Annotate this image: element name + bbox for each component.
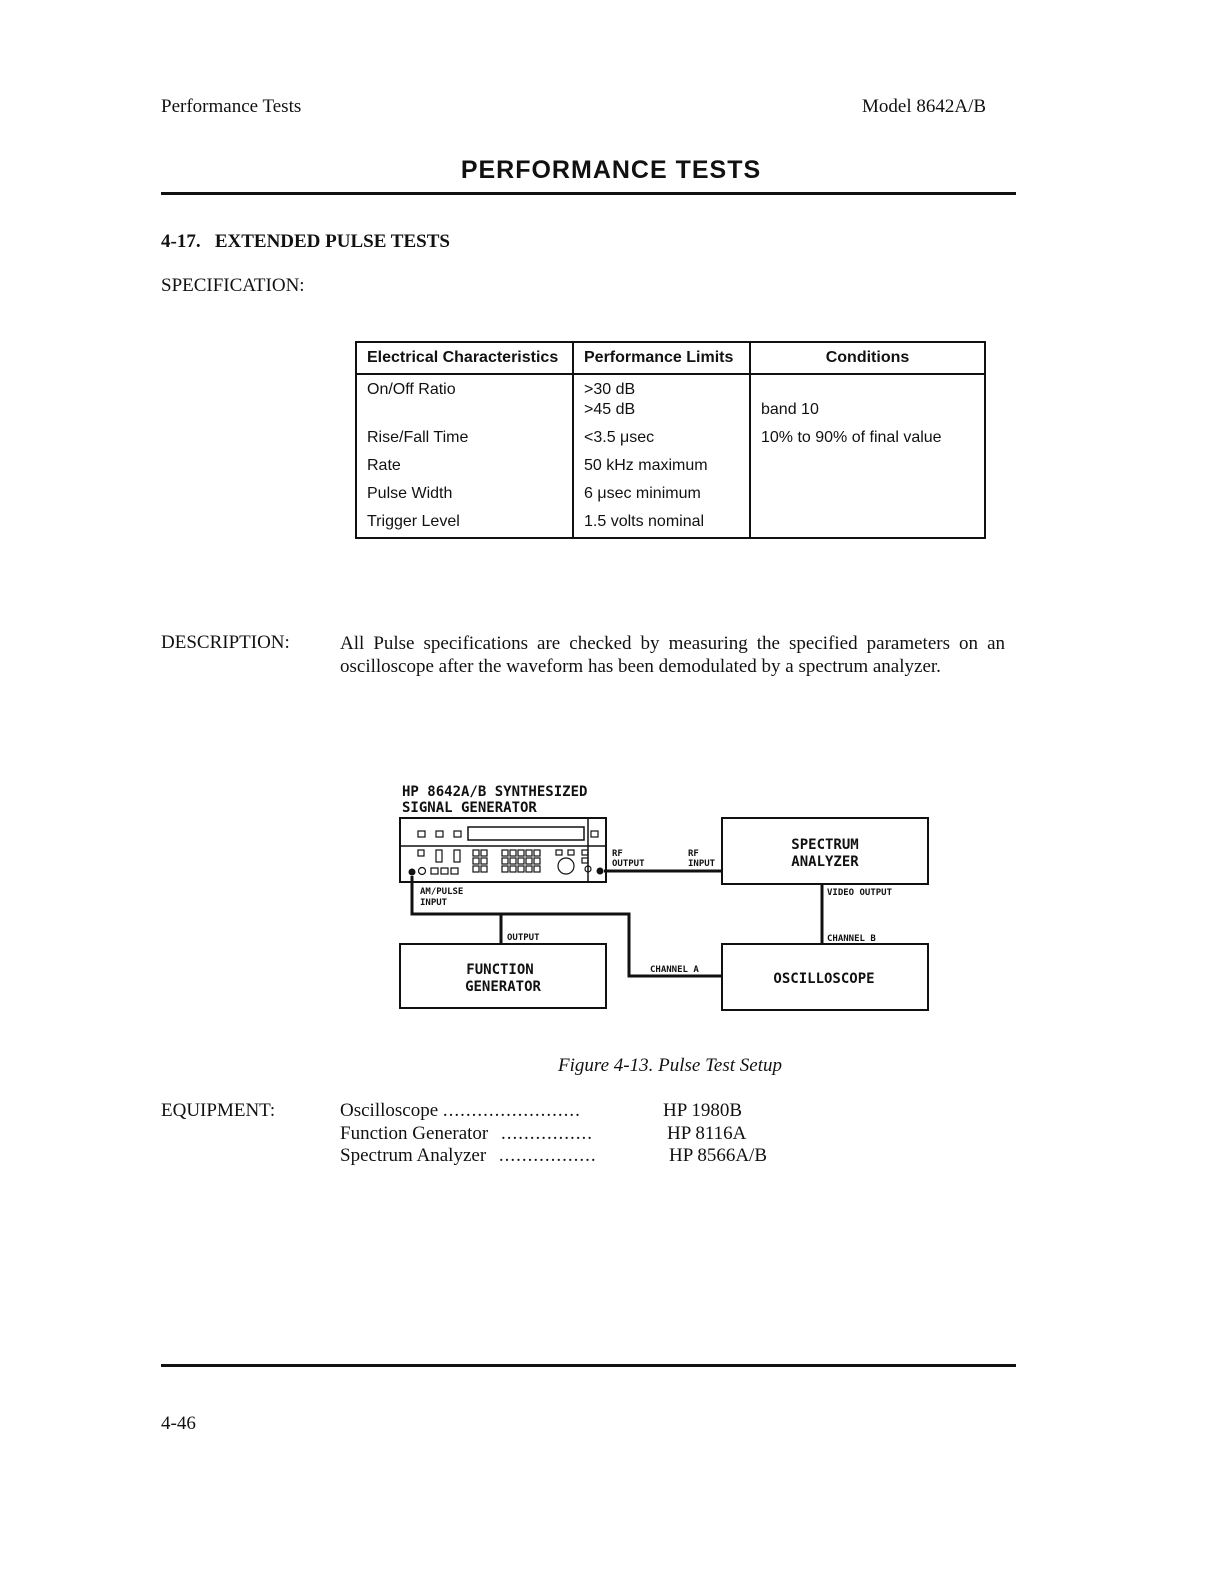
cables bbox=[412, 871, 822, 976]
equipment-name: Oscilloscope bbox=[340, 1100, 439, 1121]
description-label: DESCRIPTION: bbox=[161, 632, 290, 653]
cell-limits: 1.5 volts nominal bbox=[573, 504, 750, 538]
cell-conditions: 10% to 90% of final value bbox=[750, 420, 985, 448]
list-item bbox=[340, 1123, 593, 1145]
generator-title-line1: HP 8642A/B SYNTHESIZED bbox=[402, 784, 588, 800]
equipment-name: Function Generator bbox=[340, 1123, 489, 1144]
rf-output-connector bbox=[597, 868, 604, 875]
page-title: PERFORMANCE TESTS bbox=[460, 156, 762, 184]
display-window bbox=[468, 827, 584, 840]
limit-line: >45 dB bbox=[584, 401, 636, 418]
footer-rule bbox=[161, 1364, 1016, 1367]
video-output-label: VIDEO OUTPUT bbox=[827, 888, 893, 898]
equipment-model: HP 8566A/B bbox=[669, 1145, 768, 1166]
header-electrical-characteristics: Electrical Characteristics bbox=[356, 342, 573, 374]
cell-characteristic: Rise/Fall Time bbox=[356, 420, 573, 448]
section-number: 4-17. bbox=[161, 231, 201, 252]
description-text: All Pulse specifications are checked by measuring the specified parameters on an oscilloscope after the waveform has been demodulated by a spectrum analyzer. bbox=[340, 633, 1005, 677]
cell-characteristic: On/Off Ratio bbox=[356, 374, 573, 420]
condition-line: band 10 bbox=[761, 401, 819, 418]
generator-keypad bbox=[418, 831, 598, 875]
rf-input-label-2: INPUT bbox=[688, 859, 716, 869]
spectrum-analyzer-label-2: ANALYZER bbox=[791, 854, 859, 870]
channel-b-label: CHANNEL B bbox=[827, 934, 876, 944]
list-item bbox=[340, 1145, 597, 1167]
list-item bbox=[340, 1100, 581, 1122]
rotary-knob bbox=[558, 858, 574, 874]
section-title: EXTENDED PULSE TESTS bbox=[214, 231, 450, 252]
equipment-leader: ................ bbox=[501, 1123, 594, 1144]
equipment-leader: ................. bbox=[498, 1145, 597, 1166]
spectrum-analyzer-label-1: SPECTRUM bbox=[791, 837, 859, 853]
generator-title-line2: SIGNAL GENERATOR bbox=[402, 800, 537, 816]
page-number: 4-46 bbox=[161, 1413, 196, 1434]
rf-output-label-2: OUTPUT bbox=[612, 859, 645, 869]
cell-characteristic: Rate bbox=[356, 448, 573, 476]
equipment-name: Spectrum Analyzer bbox=[340, 1145, 487, 1166]
equipment-leader: ........................ bbox=[442, 1100, 581, 1121]
rf-output-label-1: RF bbox=[612, 849, 623, 859]
cell-characteristic: Trigger Level bbox=[356, 504, 573, 538]
cell-limits: <3.5 μsec bbox=[573, 420, 750, 448]
am-pulse-label-1: AM/PULSE bbox=[420, 887, 464, 897]
specification-label: SPECIFICATION: bbox=[161, 275, 305, 296]
cell-limits: 6 μsec minimum bbox=[573, 476, 750, 504]
output-label: OUTPUT bbox=[507, 933, 540, 943]
equipment-label: EQUIPMENT: bbox=[161, 1100, 276, 1121]
am-pulse-input-connector bbox=[409, 869, 416, 876]
equipment-model: HP 1980B bbox=[663, 1100, 743, 1121]
cell-characteristic: Pulse Width bbox=[356, 476, 573, 504]
function-generator-label-1: FUNCTION bbox=[466, 962, 534, 978]
header-performance-limits: Performance Limits bbox=[573, 342, 750, 374]
limit-line: >30 dB bbox=[584, 381, 636, 398]
am-pulse-label-2: INPUT bbox=[420, 898, 448, 908]
cell-limits: 50 kHz maximum bbox=[573, 448, 750, 476]
running-header-left: Performance Tests bbox=[161, 96, 302, 117]
running-header-right: Model 8642A/B bbox=[862, 96, 987, 117]
figure-caption: Figure 4-13. Pulse Test Setup bbox=[558, 1055, 782, 1076]
header-conditions: Conditions bbox=[750, 342, 985, 374]
equipment-model: HP 8116A bbox=[667, 1123, 747, 1144]
channel-a-label: CHANNEL A bbox=[650, 965, 699, 975]
rf-input-label-1: RF bbox=[688, 849, 699, 859]
function-generator-label-2: GENERATOR bbox=[465, 979, 541, 995]
oscilloscope-label: OSCILLOSCOPE bbox=[773, 971, 875, 987]
